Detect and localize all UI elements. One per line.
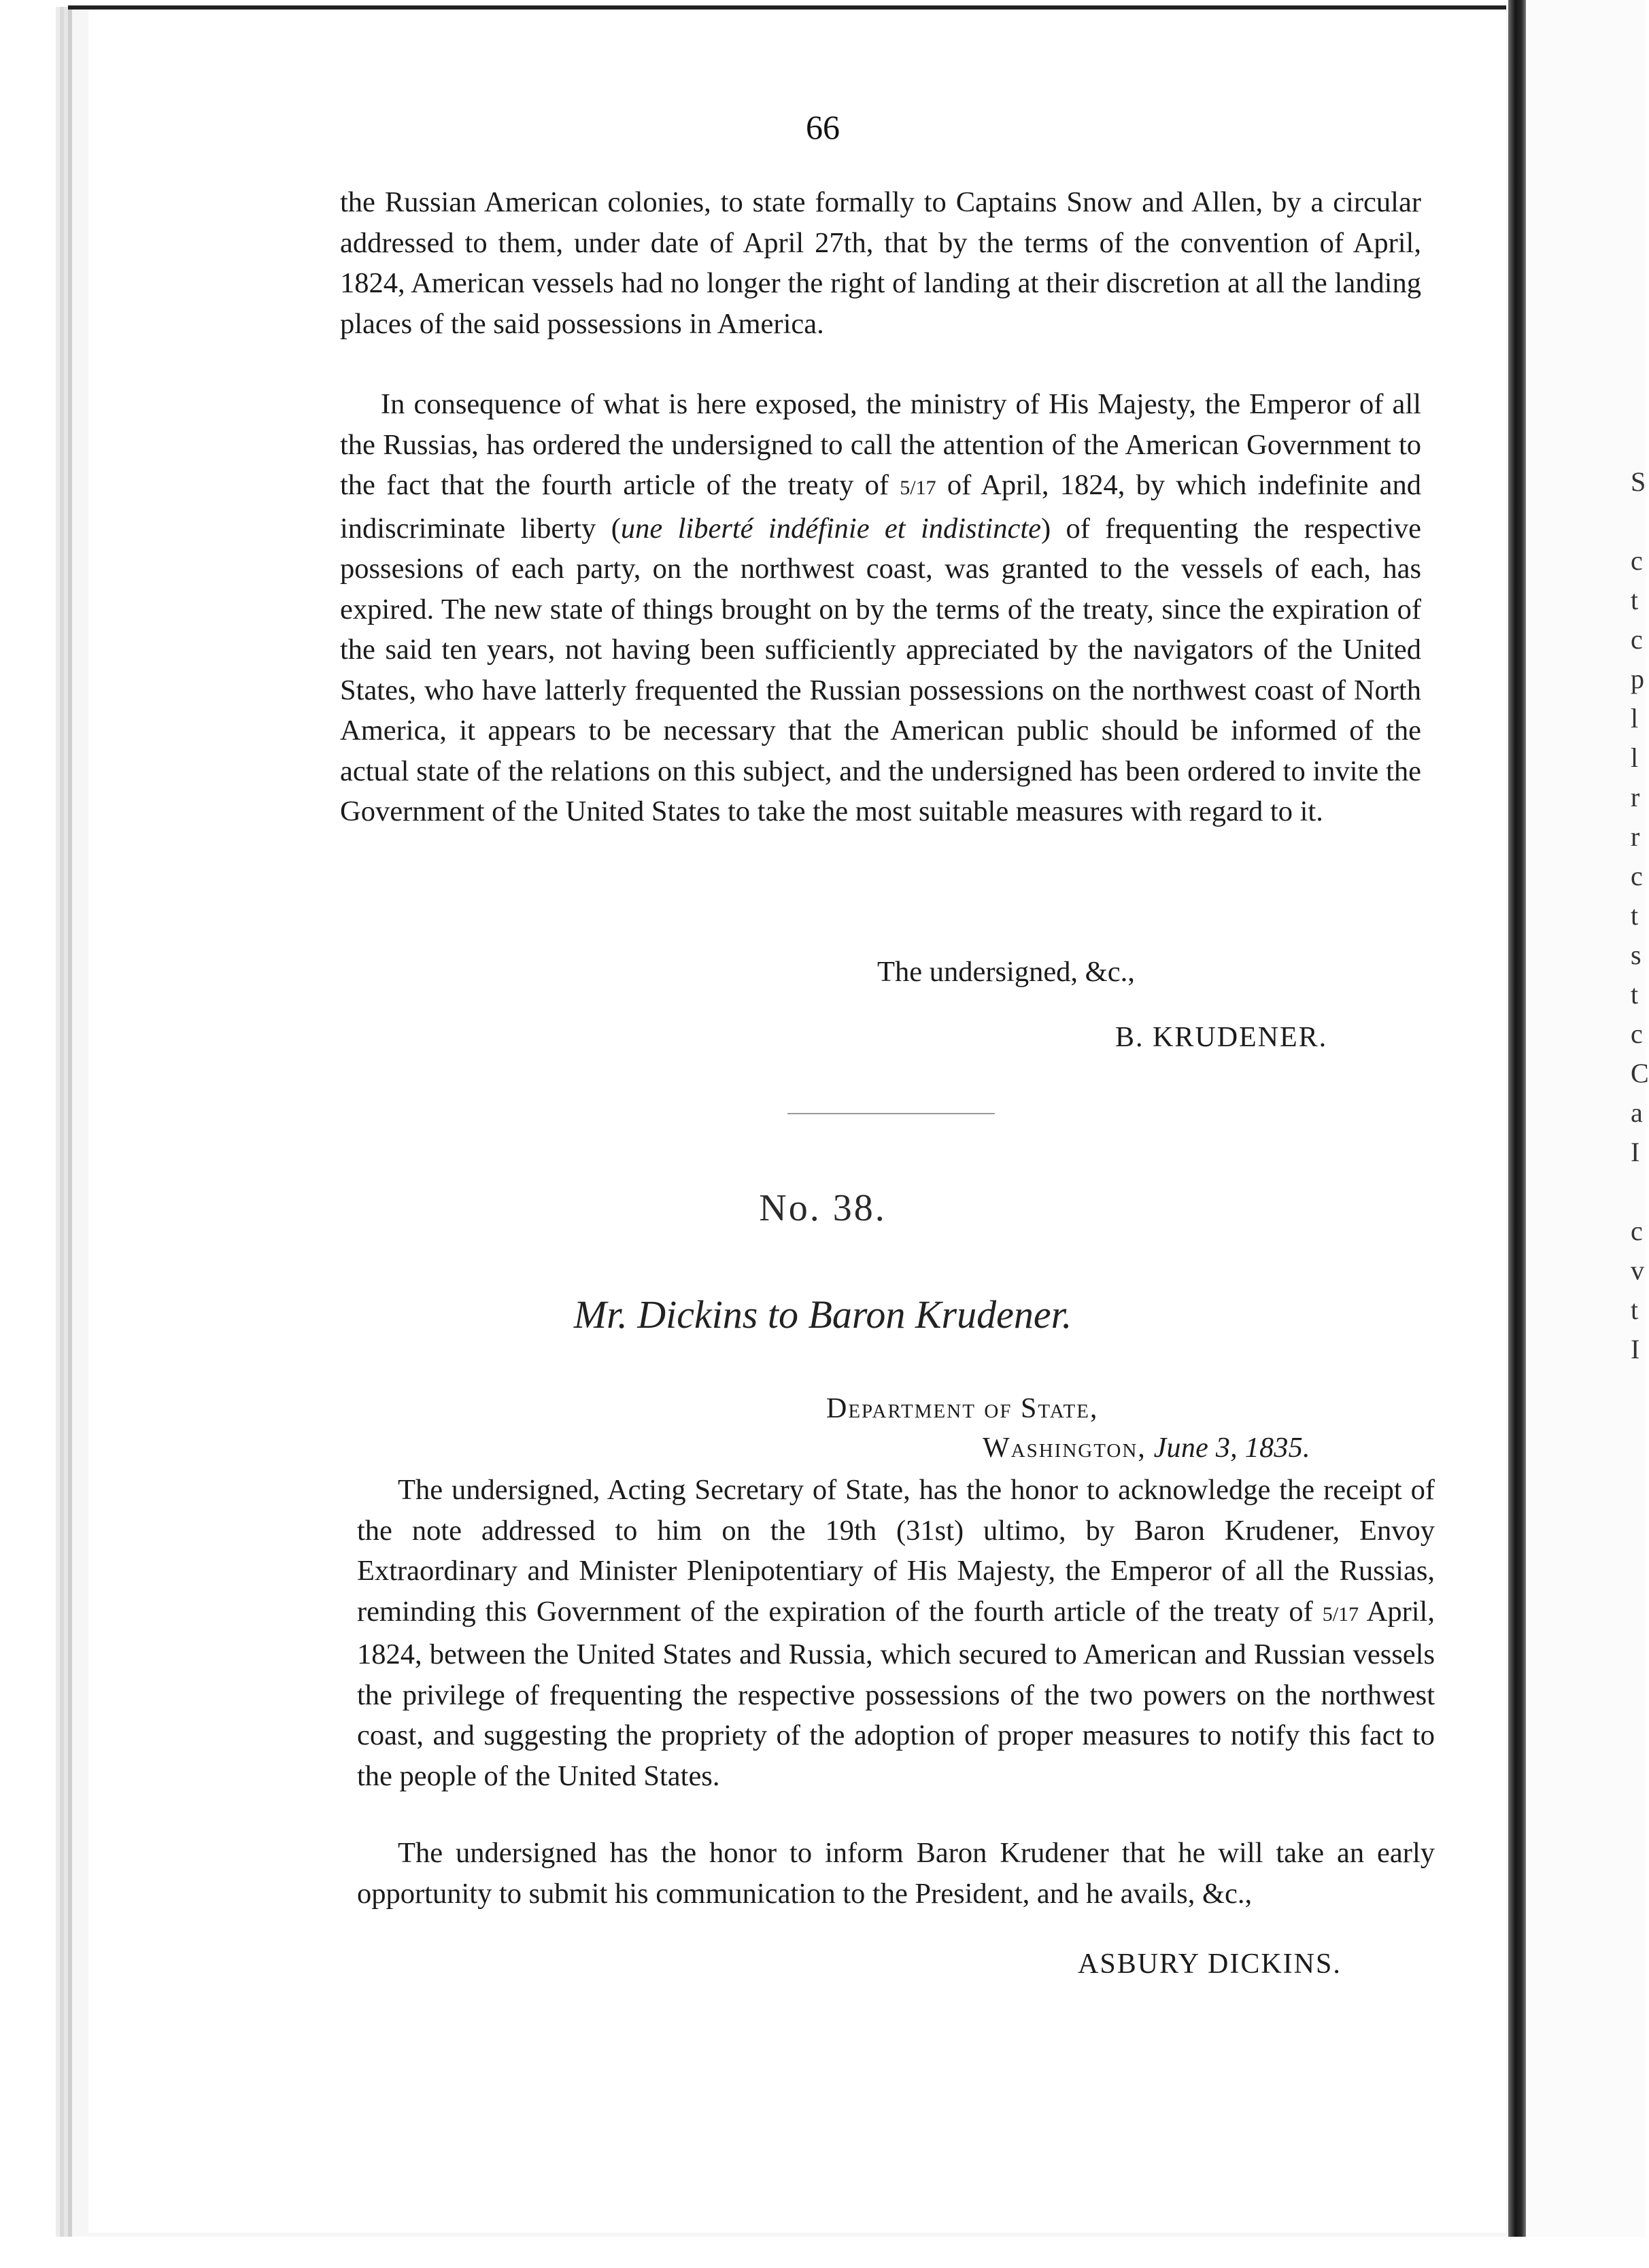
letter-1-paragraph-2: [340, 384, 1421, 832]
letter-2-signature: ASBURY DICKINS.: [1078, 1948, 1342, 1980]
section-divider: [787, 1113, 995, 1114]
heading-city: Washington,: [983, 1432, 1146, 1464]
letter-1-signature: B. KRUDENER.: [1115, 1022, 1328, 1053]
letter-2-heading-place-date: [983, 1432, 1310, 1464]
heading-date: June 3, 1835.: [1153, 1432, 1310, 1464]
paragraph-text: In consequence of what is here exposed, the ministry of His Majesty, the Emperor of all the Russias, has ordered the undersigned to call the attention of the American Government to the fact that the fourth article of the treaty of: [340, 388, 1421, 501]
letter-1-paragraph-1: the Russian American colonies, to state formally to Captains Snow and Allen, by a circular addressed to them, under date of April 27th, that by the terms of the convention of April, 1824, American vessels had no longer the right of landing at their discretion at all the landing places of the said possessions in America.: [340, 186, 1421, 340]
paragraph-text: ) of frequenting the respective possesions of each party, on the northwest coast, was granted to the vessels of each, has expired. The new state of things brought on by the terms of the treaty, since the expiration of the said ten years, not having been sufficiently appreciated by the navigators of the United States, who have latterly frequented the Russian possessions on the northwest coast of North America, it appears to be necessary that the American public should be informed of the actual state of the relations on this subject, and the undersigned has been ordered to invite the Government of the United States to take the most suitable measures with regard to it.: [340, 512, 1421, 827]
facing-page-margin-letters: S c t c p l l r r c t s t c C a I c v t I: [1631, 466, 1649, 1364]
book-spine: [1508, 0, 1526, 2268]
paragraph-text: of April, 1824, by which indefinite and indiscriminate liberty (: [340, 469, 1421, 545]
paragraph-text: The undersigned, Acting Secretary of State, has the honor to acknowledge the receipt of the note addressed to him on the 19th (31st) ultimo, by Baron Krudener, Envoy Extraordinary and Minister Plenipotentiary of His Majesty, the Emperor of all the Russias, reminding this Government of the expiration of the fourth article of the treaty of: [357, 1474, 1435, 1628]
facing-page: [1526, 0, 1649, 2268]
paragraph-text: April, 1824, between the United States and Russia, which secured to American and Russian vessels the privilege of frequenting the respective possessions of the two powers on the northwest coast, and suggesting the propriety of the adoption of proper measures to notify this fact to the people of the United States.: [357, 1595, 1435, 1792]
letter-2-paragraph-2: The undersigned has the honor to inform Baron Krudener that he will take an early opportunity to submit his communication to the President, and he avails, &c.,: [357, 1837, 1435, 1910]
letter-1-closing: The undersigned, &c.,: [877, 956, 1135, 988]
page-number: 66: [806, 108, 840, 146]
date-fraction: 5/17: [1322, 1602, 1359, 1626]
letter-2-heading-department: Department of State,: [826, 1393, 1099, 1424]
french-phrase: une liberté indéfinie et indistincte: [620, 512, 1041, 545]
letter-2-paragraph-1: [357, 1470, 1435, 1796]
document-number: No. 38.: [759, 1187, 887, 1229]
scan-bottom-margin: [0, 2237, 1646, 2268]
document-title: Mr. Dickins to Baron Krudener.: [573, 1292, 1072, 1337]
date-fraction: 5/17: [900, 477, 936, 499]
